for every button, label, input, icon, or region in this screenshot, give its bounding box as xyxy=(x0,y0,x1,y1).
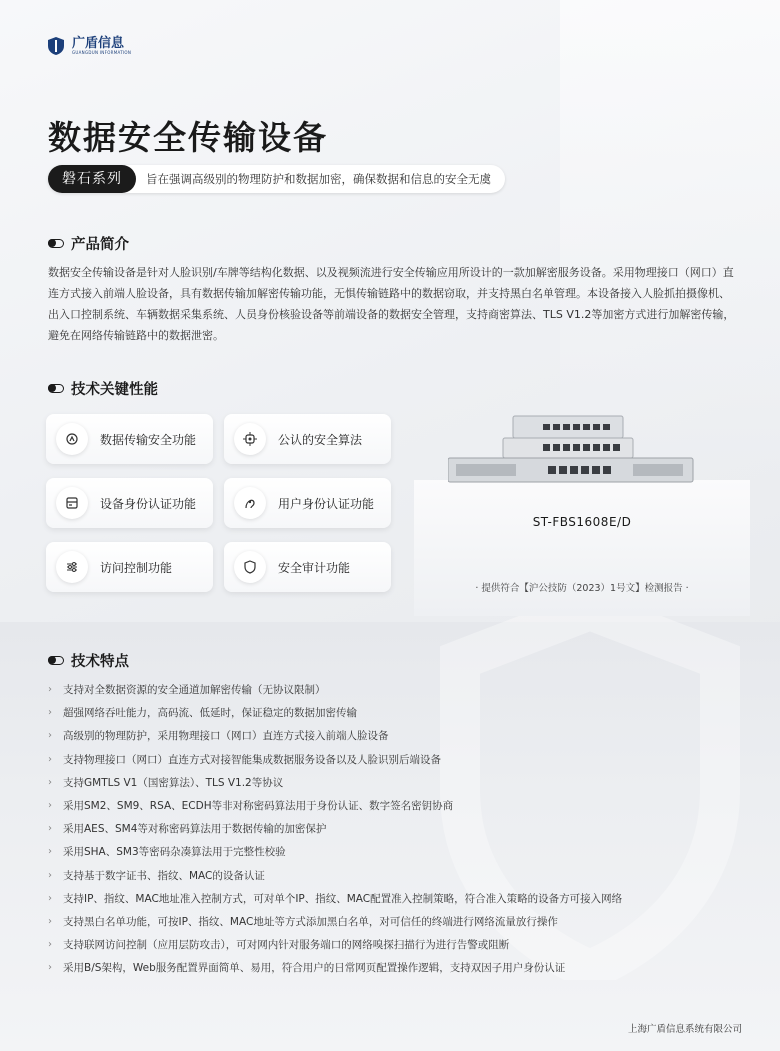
list-item xyxy=(48,956,738,979)
feature-text: 支持IP、指纹、MAC地址准入控制方式，可对单个IP、指纹、MAC配置准入控制策略，符合准入策略的设备方可接入网络 xyxy=(63,892,623,905)
list-item xyxy=(48,933,738,956)
chevron-right-icon: › xyxy=(48,915,52,927)
list-item xyxy=(48,817,738,840)
feature-text: 超强网络吞吐能力，高码流、低延时，保证稳定的数据加密传输 xyxy=(63,707,357,720)
chevron-right-icon: › xyxy=(48,684,52,696)
series-tag: 磐石系列 xyxy=(48,165,136,193)
performance-card xyxy=(46,414,213,464)
list-item xyxy=(48,887,738,910)
product-certification-note: · 提供符合【沪公技防（2023）1号文】检测报告 · xyxy=(475,583,689,594)
feature-text: 采用SHA、SM3等密码杂凑算法用于完整性校验 xyxy=(63,846,286,859)
chevron-right-icon: › xyxy=(48,892,52,904)
section-title: 技术关键性能 xyxy=(71,382,158,398)
chevron-right-icon: › xyxy=(48,823,52,835)
list-item xyxy=(48,840,738,863)
feature-text: 采用SM2、SM9、RSA、ECDH等非对称密码算法用于身份认证、数字签名密钥协商 xyxy=(63,800,454,813)
toggle-icon xyxy=(48,384,64,393)
list-item xyxy=(48,701,738,724)
performance-label: 安全审计功能 xyxy=(278,560,351,575)
id-card-icon xyxy=(56,487,88,519)
feature-text: 支持联网访问控制（应用层防攻击），可对网内针对服务端口的网络嗅探扫描行为进行告警或阻断 xyxy=(63,939,510,952)
performance-label: 用户身份认证功能 xyxy=(278,496,375,511)
chevron-right-icon: › xyxy=(48,753,52,765)
list-item xyxy=(48,678,738,701)
shield-check-icon xyxy=(56,423,88,455)
list-item xyxy=(48,864,738,887)
chevron-right-icon: › xyxy=(48,707,52,719)
list-item xyxy=(48,748,738,771)
toggle-icon xyxy=(48,239,64,248)
series-description: 旨在强调高级别的物理防护和数据加密，确保数据和信息的安全无虞 xyxy=(146,172,491,186)
feature-list xyxy=(48,678,738,979)
list-item xyxy=(48,771,738,794)
performance-label: 公认的安全算法 xyxy=(278,432,363,447)
sliders-icon xyxy=(56,551,88,583)
list-item xyxy=(48,910,738,933)
product-model: ST-FBS1608E/D xyxy=(532,515,632,529)
feature-text: 支持黑白名单功能，可按IP、指纹、MAC地址等方式添加黑白名单，对可信任的终端进行网络流量放行操作 xyxy=(63,915,558,928)
feature-text: 高级别的物理防护，采用物理接口（网口）直连方式接入前端人脸设备 xyxy=(63,730,389,743)
section-title: 技术特点 xyxy=(71,654,129,670)
brand-shield-icon xyxy=(46,36,66,56)
list-item xyxy=(48,794,738,817)
feature-text: 采用AES、SM4等对称密码算法用于数据传输的加密保护 xyxy=(63,823,327,836)
chip-icon xyxy=(234,423,266,455)
chevron-right-icon: › xyxy=(48,776,52,788)
product-pedestal xyxy=(414,480,750,616)
toggle-icon xyxy=(48,656,64,665)
section-performance-heading xyxy=(48,378,158,399)
device-image xyxy=(448,410,698,490)
series-banner xyxy=(48,165,505,193)
chevron-right-icon: › xyxy=(48,962,52,974)
performance-card xyxy=(224,478,391,528)
performance-card xyxy=(46,542,213,592)
list-item xyxy=(48,724,738,747)
user-voice-icon xyxy=(234,487,266,519)
chevron-right-icon: › xyxy=(48,846,52,858)
chevron-right-icon: › xyxy=(48,800,52,812)
section-intro-heading xyxy=(48,233,129,254)
performance-card xyxy=(224,542,391,592)
brand-name-en: GUANGDUN INFORMATION xyxy=(72,50,132,55)
performance-card xyxy=(224,414,391,464)
performance-label: 访问控制功能 xyxy=(100,560,173,575)
chevron-right-icon: › xyxy=(48,869,52,881)
feature-text: 支持GMTLS V1（国密算法）、TLS V1.2等协议 xyxy=(63,776,284,789)
shield-icon xyxy=(234,551,266,583)
chevron-right-icon: › xyxy=(48,939,52,951)
section-features-heading xyxy=(48,650,129,671)
page-title: 数据安全传输设备 xyxy=(48,118,328,157)
company-footer: 上海广盾信息系统有限公司 xyxy=(627,1024,742,1035)
performance-card xyxy=(46,478,213,528)
feature-text: 支持对全数据资源的安全通道加解密传输（无协议限制） xyxy=(63,684,326,697)
performance-label: 数据传输安全功能 xyxy=(100,432,197,447)
chevron-right-icon: › xyxy=(48,730,52,742)
intro-paragraph: 数据安全传输设备是针对人脸识别/车牌等结构化数据、以及视频流进行安全传输应用所设计的一款加解密服务设备。采用物理接口（网口）直连方式接入前端人脸设备，具有数据传输加解密传输功能，无惧传输链路中的数据窃取，并支持黑白名单管理。本设备接入人脸抓拍摄像机、出入口控制系统、车辆数据采集系统、人员身份核验设备等前端设备的数据安全管理，支持商密算法、TLS V1.2等加密方式进行加解密传输，避免在网络传输链路中的数据泄密。 xyxy=(48,266,735,342)
background-panel xyxy=(560,0,780,480)
feature-text: 采用B/S架构，Web服务配置界面简单、易用，符合用户的日常网页配置操作逻辑，支持双因子用户身份认证 xyxy=(63,962,566,975)
section-title: 产品简介 xyxy=(71,237,129,253)
feature-text: 支持物理接口（网口）直连方式对接智能集成数据服务设备以及人脸识别后端设备 xyxy=(63,753,441,766)
feature-text: 支持基于数字证书、指纹、MAC的设备认证 xyxy=(63,869,265,882)
brand-name: 广盾信息 xyxy=(72,36,125,51)
performance-label: 设备身份认证功能 xyxy=(100,496,197,511)
brand-logo xyxy=(46,36,131,56)
